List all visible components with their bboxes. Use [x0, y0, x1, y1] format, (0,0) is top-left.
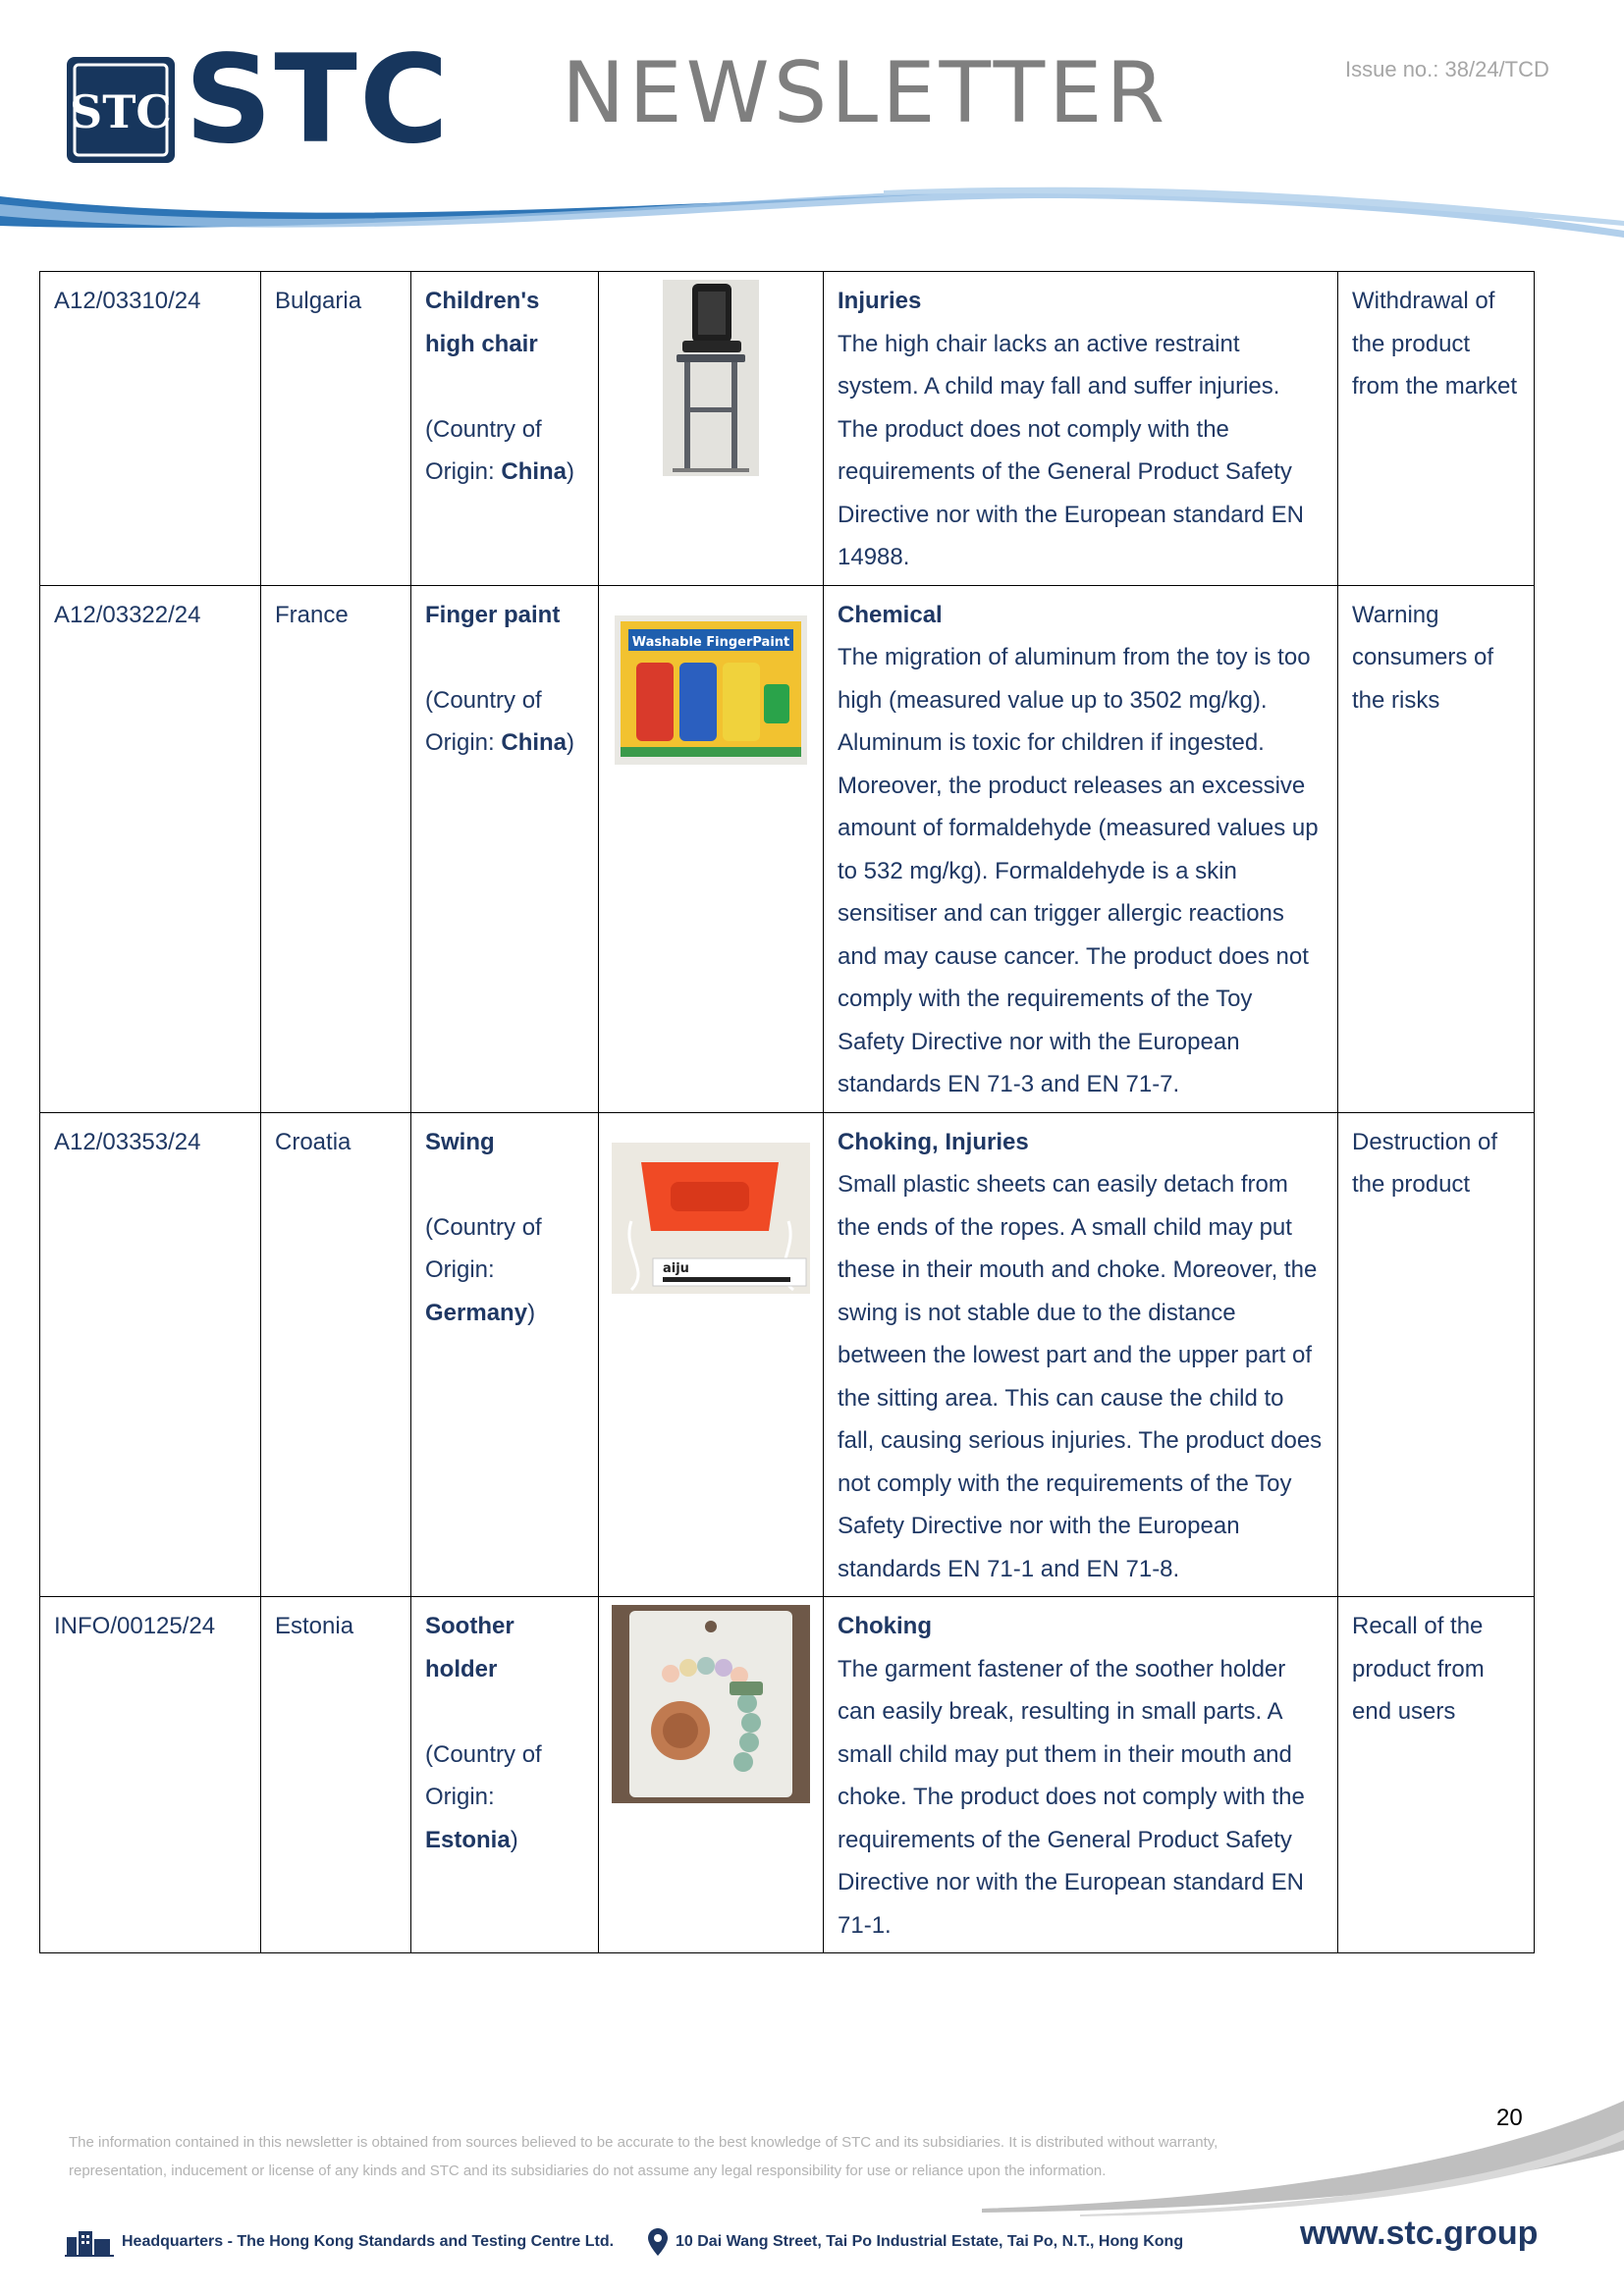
product-cell: Swing (Country of Origin: Germany)	[411, 1112, 599, 1597]
product-image-cell	[599, 1112, 824, 1597]
origin-country: China	[501, 458, 568, 485]
finger-paint-label: Washable FingerPaint	[631, 634, 790, 650]
swing-photo	[612, 1143, 810, 1294]
origin-prefix: (Country of	[425, 1213, 542, 1241]
notification-number: A12/03310/24	[40, 272, 261, 586]
measures-taken: Withdrawal of the product from the market	[1338, 272, 1535, 586]
origin-country: Estonia	[425, 1826, 511, 1853]
building-icon	[65, 2227, 114, 2257]
stc-logo-mark	[67, 57, 175, 163]
risk-cell	[824, 585, 1338, 1112]
header-swoosh	[0, 177, 1624, 255]
origin-prefix: (Country of	[425, 1740, 542, 1768]
issue-number: Issue no.: 38/24/TCD	[1345, 57, 1549, 81]
risk-type: Injuries	[838, 288, 922, 314]
address-text: 10 Dai Wang Street, Tai Po Industrial Estate, Tai Po, N.T., Hong Kong	[676, 2233, 1184, 2250]
notifying-country: Croatia	[261, 1112, 411, 1597]
table-row	[40, 1597, 1535, 1953]
high-chair-photo	[663, 280, 759, 476]
notification-number: INFO/00125/24	[40, 1597, 261, 1953]
product-cell: Children's high chair (Country of Origin: China)	[411, 272, 599, 586]
notifying-country: Estonia	[261, 1597, 411, 1953]
origin-country: China	[501, 729, 568, 756]
headquarters-text: Headquarters - The Hong Kong Standards and Testing Centre Ltd.	[122, 2233, 615, 2250]
risk-description: Small plastic sheets can easily detach from the ends of the ropes. A small child may put these in their mouth and choke. Moreover, the swing is not stable due to the distance between the lowest part and the upper part of the sitting area. This can cause the child to fall, causing serious injuries. The product does not comply with the requirements of the Toy Safety Directive nor with the European standards EN 71-1 and EN 71-8.	[838, 1171, 1323, 1582]
page-header	[0, 0, 1624, 255]
page-number: 20	[1496, 2105, 1523, 2131]
product-name: Finger paint	[425, 601, 561, 628]
logo-mark-text: STC	[69, 85, 173, 138]
risk-type: Choking, Injuries	[838, 1128, 1029, 1155]
location-pin-icon	[648, 2228, 668, 2256]
product-name: Soother holder	[425, 1613, 514, 1682]
finger-paint-photo	[615, 615, 807, 765]
risk-type: Choking	[838, 1613, 932, 1639]
measures-taken: Recall of the product from end users	[1338, 1597, 1535, 1953]
product-name: Children's high chair	[425, 288, 540, 357]
notification-number: A12/03353/24	[40, 1112, 261, 1597]
notifying-country: France	[261, 585, 411, 1112]
measures-taken: Warning consumers of the risks	[1338, 585, 1535, 1112]
headquarters-info	[65, 2222, 614, 2262]
risk-type: Chemical	[838, 601, 943, 628]
risk-description: The garment fastener of the soother holder can easily break, resulting in small parts. A small child may put them in their mouth and choke. The product does not comply with the requirements of the General Product Safety Directive nor with the European standard EN 71-1.	[838, 1655, 1305, 1939]
notification-number: A12/03322/24	[40, 585, 261, 1112]
table-row	[40, 585, 1535, 1112]
soother-holder-photo	[612, 1605, 810, 1803]
stc-logo-text: STC	[185, 29, 451, 171]
swing-brand-label: aiju	[663, 1260, 689, 1276]
risk-cell	[824, 1112, 1338, 1597]
product-cell: Finger paint (Country of Origin: China)	[411, 585, 599, 1112]
risk-description: The high chair lacks an active restraint system. A child may fall and suffer injuries. The product does not comply with the requirements of the General Product Safety Directive nor with the European standard EN 14988.	[838, 330, 1304, 570]
table-row	[40, 272, 1535, 586]
product-image-cell	[599, 585, 824, 1112]
product-image-cell	[599, 272, 824, 586]
newsletter-title: NEWSLETTER	[562, 44, 1169, 142]
product-name: Swing	[425, 1128, 495, 1155]
origin-country: Germany	[425, 1299, 528, 1326]
risk-description: The migration of aluminum from the toy is too high (measured value up to 3502 mg/kg). Aluminum is toxic for children if ingested. Moreover, the product releases an excessive amount of formaldehyde (measured values up to 532 mg/kg). Formaldehyde is a skin sensitiser and can trigger allergic reactions and may cause cancer. The product does not comply with the requirements of the Toy Safety Directive nor with the European standards EN 71-3 and EN 71-7.	[838, 644, 1319, 1097]
address-info	[648, 2222, 1183, 2262]
table-row	[40, 1112, 1535, 1597]
notifying-country: Bulgaria	[261, 272, 411, 586]
product-image-cell	[599, 1597, 824, 1953]
footer-disclaimer: The information contained in this newsletter is obtained from sources believed to be accurate to the best knowledge of STC and its subsidiaries. It is distributed without warranty, representation, inducement or license of any kinds and STC and its subsidiaries do not assume any legal responsibility for use or reliance upon the information.	[69, 2134, 1218, 2179]
measures-taken: Destruction of the product	[1338, 1112, 1535, 1597]
website-link[interactable]: www.stc.group	[1300, 2215, 1539, 2252]
risk-cell	[824, 1597, 1338, 1953]
product-cell: Soother holder (Country of Origin: Estonia)	[411, 1597, 599, 1953]
recall-table	[39, 271, 1535, 1953]
risk-cell	[824, 272, 1338, 586]
origin-prefix: (Country of	[425, 686, 542, 714]
origin-prefix: (Country of	[425, 415, 542, 443]
